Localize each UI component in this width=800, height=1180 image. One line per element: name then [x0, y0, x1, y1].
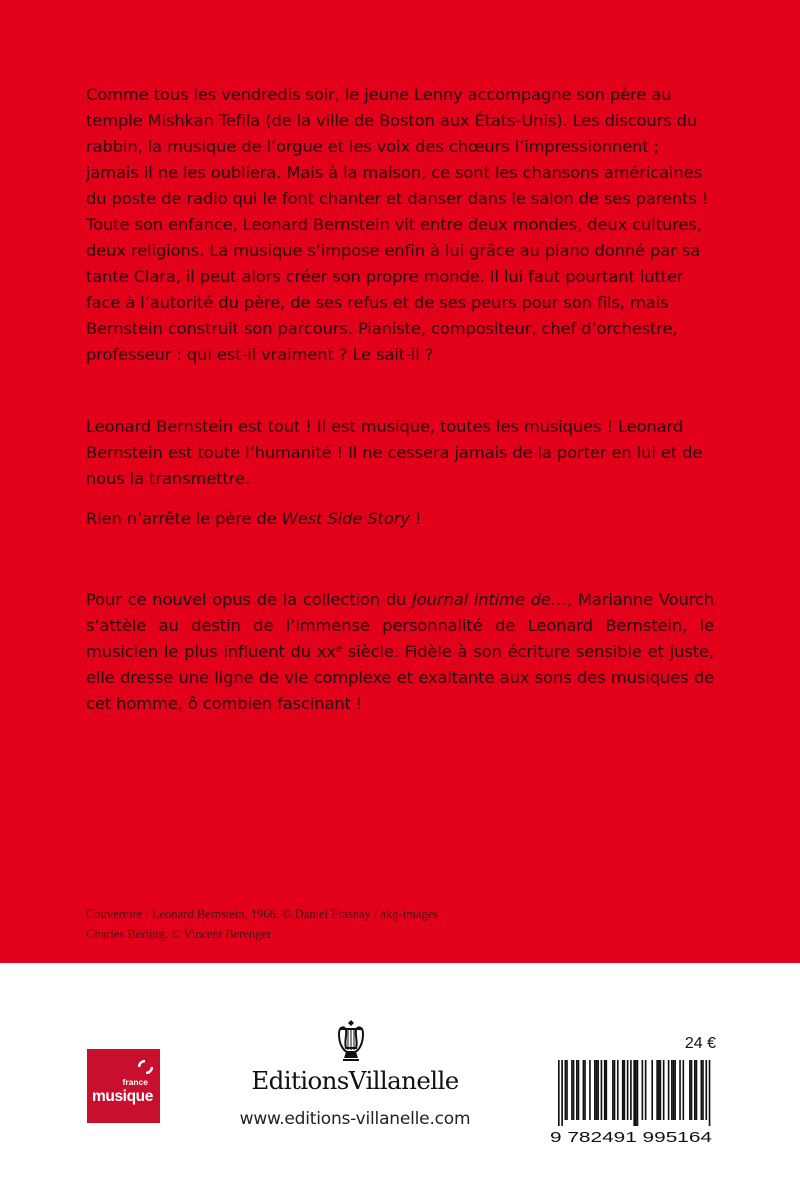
france-musique-line2: musique [92, 1088, 153, 1105]
barcode-bar [689, 1060, 691, 1120]
barcode-bar [694, 1060, 696, 1120]
barcode-bar [614, 1060, 616, 1120]
barcode-bar [578, 1060, 580, 1120]
barcode-bar [635, 1060, 637, 1126]
france-musique-logo [87, 1049, 160, 1123]
barcode-bar [583, 1060, 585, 1120]
isbn-number: 9 782491 995164 [550, 1129, 712, 1146]
barcode-bar [573, 1060, 575, 1120]
barcode-bar [624, 1060, 626, 1120]
barcode-bar [622, 1060, 624, 1120]
barcode-bar [594, 1060, 596, 1120]
barcode-bar [658, 1060, 660, 1120]
barcode-bar [589, 1060, 591, 1120]
barcode-bar [601, 1060, 603, 1120]
tagline-suffix: ! [409, 509, 422, 528]
lyre-icon [336, 1020, 366, 1062]
barcode-bar [656, 1060, 658, 1120]
barcode-bars [558, 1060, 710, 1126]
france-musique-line1: france [122, 1077, 148, 1087]
publisher-website: www.editions-villanelle.com [239, 1109, 471, 1129]
credit-cover: Couverture : Leonard Bernstein, 1966. © Daniel Frasnay / akg-images [86, 907, 439, 921]
blurb-paragraph-tagline [86, 506, 714, 532]
tagline-prefix: Rien n’arrête le père de [86, 509, 282, 528]
barcode-bar [561, 1060, 563, 1126]
barcode-bar [709, 1060, 711, 1126]
barcode-bar [566, 1060, 568, 1120]
barcode-bar [612, 1060, 614, 1120]
barcode-bar [576, 1060, 578, 1120]
barcode-bar [617, 1060, 619, 1120]
barcode-bar [596, 1060, 598, 1120]
barcode-bar [651, 1060, 653, 1120]
barcode-bar [683, 1060, 685, 1120]
barcode-bar [604, 1060, 606, 1120]
barcode-bar [705, 1060, 707, 1120]
barcode-bar [660, 1060, 662, 1120]
about-century-superscript: e [335, 644, 342, 655]
barcode-bar [673, 1060, 675, 1120]
barcode-bar [630, 1060, 632, 1120]
france-musique-mark-icon [138, 1060, 153, 1074]
publisher-name: EditionsVillanelle [251, 1066, 459, 1095]
barcode-bar [645, 1060, 647, 1120]
barcode-bar [571, 1060, 573, 1120]
barcode-bar [702, 1060, 704, 1120]
about-collection-title: Journal intime de… [412, 590, 568, 609]
barcode-bar [701, 1060, 703, 1120]
blurb-paragraph-story: Comme tous les vendredis soir, le jeune Lenny accompagne son père au temple Mishkan Tefila (de la ville de Boston aux États-Unis). Les discours du rabbin, la musique de l’orgue et les voix des chœurs l’impressionnent ; jamais il ne les oubliera. Mais à la maison, ce sont les chansons américaines du poste de radio qui le font chanter et danser dans le salon de ses parents ! Toute son enfance, Leonard Bernstein vit entre deux mondes, deux cultures, deux religions. La musique s’impose enfin à lui grâce au piano donné par sa tante Clara, il peut alors créer son propre monde. Il lui faut pourtant lutter face à l’autorité du père, de ses refus et de ses peurs pour son fils, mais Bernstein construit son parcours. Pianiste, compositeur, chef d’orchestre, professeur : qui est-il vraiment ? Le sait-il ? [86, 85, 709, 364]
about-middle: , Marianne Vourch s’attèle au destin de l’immense personnalité de Leonard Bernstein, le musicien le plus influent du [86, 590, 714, 661]
barcode-bar [627, 1060, 629, 1120]
barcode-bar [691, 1060, 693, 1120]
isbn-barcode [544, 1058, 716, 1146]
barcode-bar [565, 1060, 567, 1120]
barcode-bar [633, 1060, 635, 1126]
price-label: 24 € [684, 1035, 716, 1052]
about-century: xx [316, 642, 336, 661]
barcode-bar [584, 1060, 586, 1120]
credit-portrait: Charles Berling. © Vincent Berenger [86, 927, 272, 941]
about-suffix: siècle. Fidèle à son écriture sensible et juste, elle dresse une ligne de vie complexe et exaltante aux sons des musiques de cet homme, ô combien fascinant ! [86, 642, 714, 713]
barcode-bar [674, 1060, 676, 1120]
tagline-work-title: West Side Story [281, 509, 410, 528]
barcode-bar [642, 1060, 644, 1120]
barcode-bar [637, 1060, 639, 1126]
barcode-bar [663, 1060, 665, 1120]
barcode-bar [696, 1060, 698, 1120]
blurb-paragraph-tribute: Leonard Bernstein est tout ! Il est musique, toutes les musiques ! Leonard Bernstein est toute l’humanité ! Il ne cessera jamais de la porter en lui et de nous la transmettre. [86, 417, 703, 488]
photo-credits [86, 904, 438, 944]
barcode-bar [558, 1060, 560, 1126]
barcode-bar [671, 1060, 673, 1120]
barcode-bar [679, 1060, 681, 1120]
about-paragraph [86, 587, 714, 717]
barcode-bar [606, 1060, 608, 1120]
about-prefix: Pour ce nouvel opus de la collection du [86, 590, 413, 609]
barcode-bar [597, 1060, 599, 1120]
barcode-bar [668, 1060, 670, 1120]
